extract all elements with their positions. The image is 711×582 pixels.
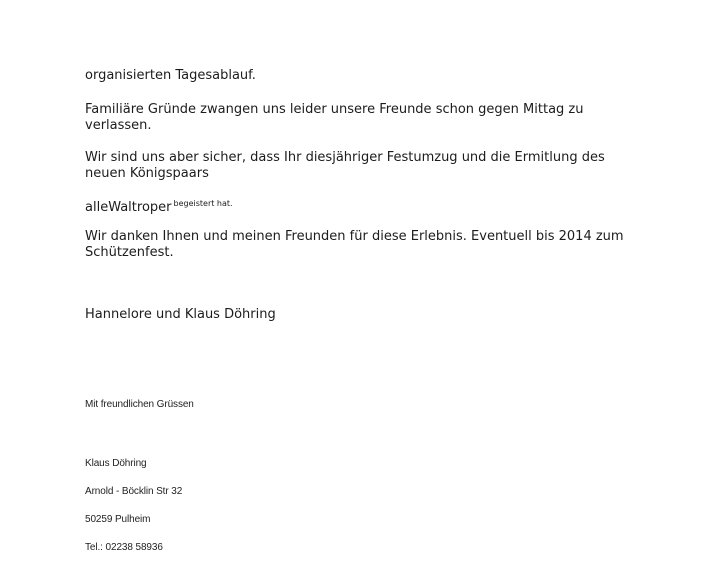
paragraph-4	[85, 195, 233, 216]
closing-greeting: Mit freundlichen Grüssen	[85, 399, 194, 410]
sender-city: 50259 Pulheim	[85, 514, 151, 525]
sender-name: Klaus Döhring	[85, 458, 147, 469]
paragraph-5-line-1: Wir danken Ihnen und meinen Freunden für diese Erlebnis. Eventuell bis 2014 zum	[85, 229, 624, 244]
paragraph-3-line-1: Wir sind uns aber sicher, dass Ihr diesjähriger Festumzug und die Ermitlung des	[85, 150, 605, 165]
signature-names: Hannelore und Klaus Döhring	[85, 307, 276, 322]
paragraph-2-line-2: verlassen.	[85, 118, 152, 133]
paragraph-4-superscript: begeistert hat.	[173, 199, 233, 208]
paragraph-4-main: alleWaltroper	[85, 200, 172, 215]
paragraph-2-line-1: Familiäre Gründe zwangen uns leider unsere Freunde schon gegen Mittag zu	[85, 102, 584, 117]
sender-phone: Tel.: 02238 58936	[85, 542, 163, 553]
letter-line-1: organisierten Tagesablauf.	[85, 68, 256, 83]
paragraph-3-line-2: neuen Königspaars	[85, 166, 209, 181]
paragraph-5-line-2: Schützenfest.	[85, 245, 174, 260]
sender-street: Arnold - Böcklin Str 32	[85, 486, 183, 497]
